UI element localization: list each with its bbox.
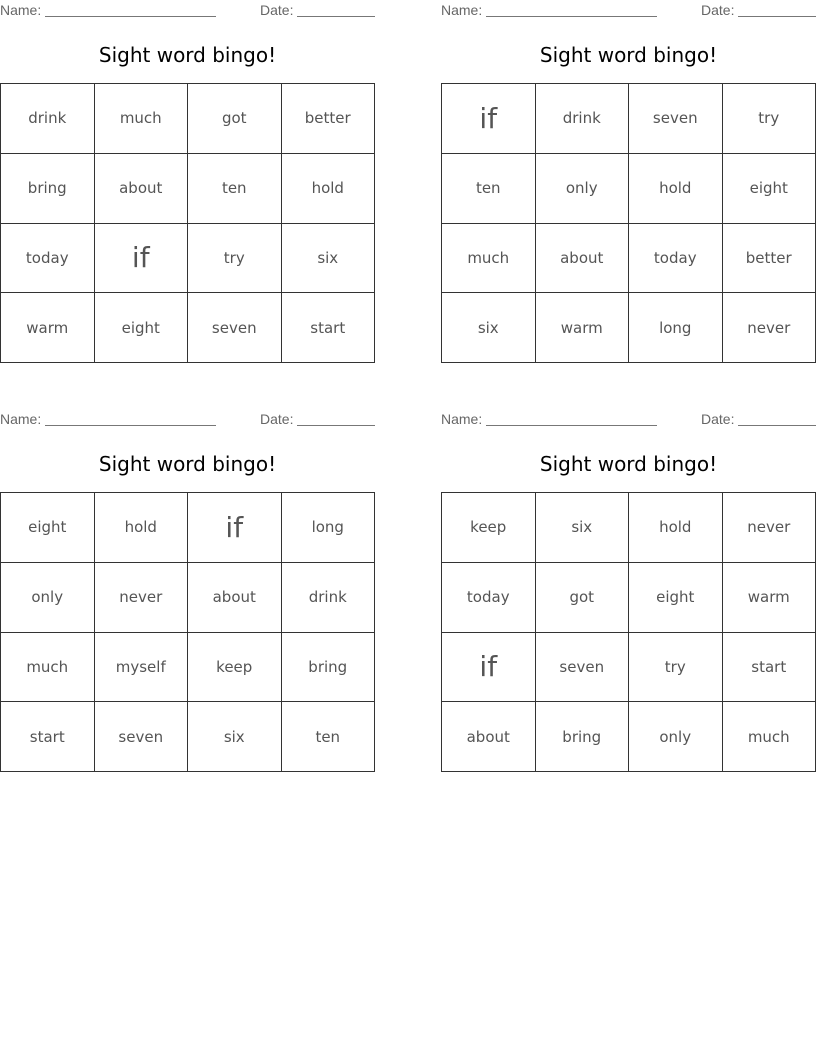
bingo-card — [0, 0, 375, 337]
card-title: Sight word bingo! — [539, 43, 718, 67]
bingo-cell[interactable]: today — [629, 224, 723, 294]
bingo-cell[interactable]: drink — [282, 563, 376, 633]
date-blank[interactable] — [738, 16, 816, 17]
bingo-cell[interactable]: six — [442, 293, 536, 363]
bingo-cell[interactable]: drink — [536, 84, 630, 154]
bingo-cell[interactable]: eight — [1, 493, 95, 563]
card-title: Sight word bingo! — [539, 452, 718, 476]
bingo-cell[interactable]: six — [188, 702, 282, 772]
bingo-cell[interactable]: six — [536, 493, 630, 563]
bingo-cell[interactable]: bring — [536, 702, 630, 772]
bingo-card — [441, 409, 816, 746]
bingo-cell[interactable]: start — [723, 633, 816, 703]
bingo-cell[interactable]: better — [282, 84, 376, 154]
bingo-cell[interactable]: better — [723, 224, 816, 294]
bingo-cell[interactable]: eight — [723, 154, 816, 224]
bingo-cell[interactable]: if — [188, 493, 282, 563]
bingo-cell[interactable]: seven — [95, 702, 189, 772]
bingo-cell[interactable]: about — [536, 224, 630, 294]
bingo-cell[interactable]: drink — [1, 84, 95, 154]
bingo-cell[interactable]: seven — [188, 293, 282, 363]
bingo-cell[interactable]: try — [629, 633, 723, 703]
bingo-cell[interactable]: ten — [282, 702, 376, 772]
card-title: Sight word bingo! — [98, 452, 277, 476]
card-title: Sight word bingo! — [98, 43, 277, 67]
name-date-row — [0, 0, 375, 20]
bingo-grid — [441, 83, 816, 363]
bingo-cell[interactable]: much — [95, 84, 189, 154]
bingo-cell[interactable]: bring — [1, 154, 95, 224]
name-blank[interactable] — [45, 16, 216, 17]
bingo-cell[interactable]: got — [188, 84, 282, 154]
bingo-cell[interactable]: keep — [442, 493, 536, 563]
bingo-grid — [0, 83, 375, 363]
bingo-cell[interactable]: warm — [723, 563, 816, 633]
bingo-card — [441, 0, 816, 337]
name-label: Name: — [0, 411, 42, 427]
bingo-cell[interactable]: warm — [1, 293, 95, 363]
bingo-cell[interactable]: only — [536, 154, 630, 224]
bingo-cell[interactable]: eight — [629, 563, 723, 633]
bingo-cell[interactable]: never — [723, 493, 816, 563]
bingo-cell[interactable]: six — [282, 224, 376, 294]
bingo-cell[interactable]: hold — [95, 493, 189, 563]
bingo-cell[interactable]: keep — [188, 633, 282, 703]
bingo-cell[interactable]: eight — [95, 293, 189, 363]
bingo-cell[interactable]: never — [95, 563, 189, 633]
bingo-cell[interactable]: ten — [188, 154, 282, 224]
bingo-cell[interactable]: today — [1, 224, 95, 294]
bingo-cell[interactable]: much — [723, 702, 816, 772]
bingo-cell[interactable]: much — [1, 633, 95, 703]
bingo-cell[interactable]: start — [282, 293, 376, 363]
name-date-row — [441, 409, 816, 429]
bingo-cell[interactable]: never — [723, 293, 816, 363]
bingo-grid — [441, 492, 816, 772]
bingo-cell[interactable]: much — [442, 224, 536, 294]
bingo-cell[interactable]: warm — [536, 293, 630, 363]
name-label: Name: — [441, 411, 483, 427]
bingo-cell[interactable]: about — [188, 563, 282, 633]
date-blank[interactable] — [738, 425, 816, 426]
bingo-cell[interactable]: seven — [536, 633, 630, 703]
date-label: Date: — [701, 2, 735, 18]
name-label: Name: — [441, 2, 483, 18]
name-label: Name: — [0, 2, 42, 18]
date-blank[interactable] — [297, 425, 375, 426]
bingo-cell[interactable]: try — [723, 84, 816, 154]
bingo-cell[interactable]: long — [629, 293, 723, 363]
bingo-cell[interactable]: start — [1, 702, 95, 772]
bingo-cell[interactable]: bring — [282, 633, 376, 703]
bingo-cell[interactable]: got — [536, 563, 630, 633]
date-label: Date: — [701, 411, 735, 427]
bingo-cell[interactable]: ten — [442, 154, 536, 224]
bingo-cell[interactable]: only — [629, 702, 723, 772]
name-date-row — [0, 409, 375, 429]
bingo-cell[interactable]: try — [188, 224, 282, 294]
date-label: Date: — [260, 411, 294, 427]
bingo-cell[interactable]: about — [442, 702, 536, 772]
bingo-cell[interactable]: if — [95, 224, 189, 294]
name-blank[interactable] — [486, 16, 657, 17]
bingo-cell[interactable]: about — [95, 154, 189, 224]
bingo-cell[interactable]: myself — [95, 633, 189, 703]
bingo-card — [0, 409, 375, 746]
bingo-cell[interactable]: if — [442, 633, 536, 703]
date-label: Date: — [260, 2, 294, 18]
bingo-cell[interactable]: hold — [282, 154, 376, 224]
bingo-cell[interactable]: only — [1, 563, 95, 633]
bingo-cell[interactable]: long — [282, 493, 376, 563]
bingo-cell[interactable]: hold — [629, 493, 723, 563]
date-blank[interactable] — [297, 16, 375, 17]
bingo-cell[interactable]: seven — [629, 84, 723, 154]
name-blank[interactable] — [486, 425, 657, 426]
bingo-cell[interactable]: hold — [629, 154, 723, 224]
name-date-row — [441, 0, 816, 20]
bingo-cell[interactable]: today — [442, 563, 536, 633]
bingo-grid — [0, 492, 375, 772]
name-blank[interactable] — [45, 425, 216, 426]
bingo-cell[interactable]: if — [442, 84, 536, 154]
